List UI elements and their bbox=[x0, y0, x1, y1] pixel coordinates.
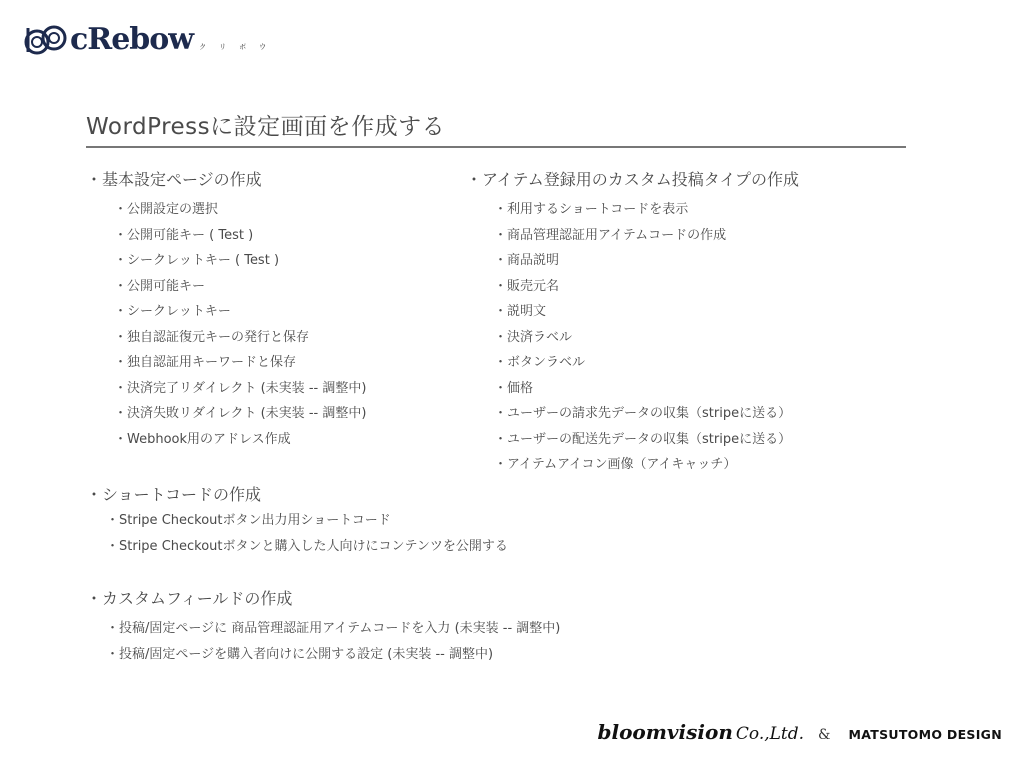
list-item: ・ボタンラベル bbox=[494, 355, 586, 370]
list-item: ・説明文 bbox=[494, 304, 547, 319]
list-item: ・公開設定の選択 bbox=[114, 202, 219, 217]
logo-mark-icon bbox=[24, 22, 68, 58]
section-item-post-type bbox=[466, 169, 799, 478]
list-item: ・Stripe Checkoutボタンと購入した人向けにコンテンツを公開する bbox=[106, 538, 508, 554]
section-heading: ・基本設定ページの作成 bbox=[86, 170, 262, 189]
section-list bbox=[494, 197, 799, 478]
list-item: ・公開可能キー ( Test ) bbox=[114, 227, 254, 243]
list-item: ・ユーザーの請求先データの収集（stripeに送る） bbox=[494, 406, 792, 421]
list-item: ・アイテムアイコン画像（アイキャッチ） bbox=[494, 457, 737, 472]
list-item: ・シークレットキー bbox=[114, 304, 231, 319]
list-item: ・シークレットキー ( Test ) bbox=[114, 253, 280, 268]
list-item: ・商品説明 bbox=[494, 253, 560, 268]
section-custom-field bbox=[86, 588, 560, 667]
list-item: ・決済完了リダイレクト (未実装 -- 調整中) bbox=[114, 380, 367, 396]
logo-name: cRebow bbox=[70, 22, 194, 57]
page-title: WordPressに設定画面を作成する bbox=[86, 114, 446, 140]
list-item: ・公開可能キー bbox=[114, 278, 206, 294]
list-item: ・投稿/固定ページに 商品管理認証用アイテムコードを入力 (未実装 -- 調整中) bbox=[106, 621, 561, 636]
list-item: ・販売元名 bbox=[494, 278, 560, 294]
list-item: ・決済ラベル bbox=[494, 329, 573, 345]
title-divider bbox=[86, 146, 906, 148]
matsutomo-design-logo: MATSUTOMO DESIGN bbox=[848, 727, 1002, 742]
bloomvision-logo: bloomvision bbox=[597, 720, 733, 744]
list-item: ・投稿/固定ページを購入者向けに公開する設定 (未実装 -- 調整中) bbox=[106, 646, 494, 662]
logo bbox=[24, 20, 279, 60]
footer-credits bbox=[597, 720, 1002, 744]
list-item: ・独自認証復元キーの発行と保存 bbox=[114, 329, 310, 345]
list-item: ・利用するショートコードを表示 bbox=[494, 202, 689, 217]
list-item: ・商品管理認証用アイテムコードの作成 bbox=[494, 227, 727, 243]
section-shortcode bbox=[86, 484, 508, 559]
section-heading: ・ショートコードの作成 bbox=[86, 485, 262, 504]
list-item: ・Stripe Checkoutボタン出力用ショートコード bbox=[106, 513, 391, 528]
bloomvision-suffix: Co.,Ltd. bbox=[735, 724, 805, 744]
logo-kana: クリボウ bbox=[199, 43, 280, 51]
list-item: ・独自認証用キーワードと保存 bbox=[114, 355, 297, 370]
ampersand: & bbox=[818, 727, 831, 743]
section-basic-settings bbox=[86, 169, 366, 452]
list-item: ・Webhook用のアドレス作成 bbox=[114, 431, 291, 447]
list-item: ・決済失敗リダイレクト (未実装 -- 調整中) bbox=[114, 406, 367, 421]
list-item: ・価格 bbox=[494, 380, 534, 396]
section-heading: ・カスタムフィールドの作成 bbox=[86, 589, 293, 608]
section-list bbox=[106, 508, 508, 559]
section-list bbox=[114, 197, 366, 452]
section-heading: ・アイテム登録用のカスタム投稿タイプの作成 bbox=[466, 170, 799, 189]
section-list bbox=[106, 616, 560, 667]
list-item: ・ユーザーの配送先データの収集（stripeに送る） bbox=[494, 431, 792, 447]
